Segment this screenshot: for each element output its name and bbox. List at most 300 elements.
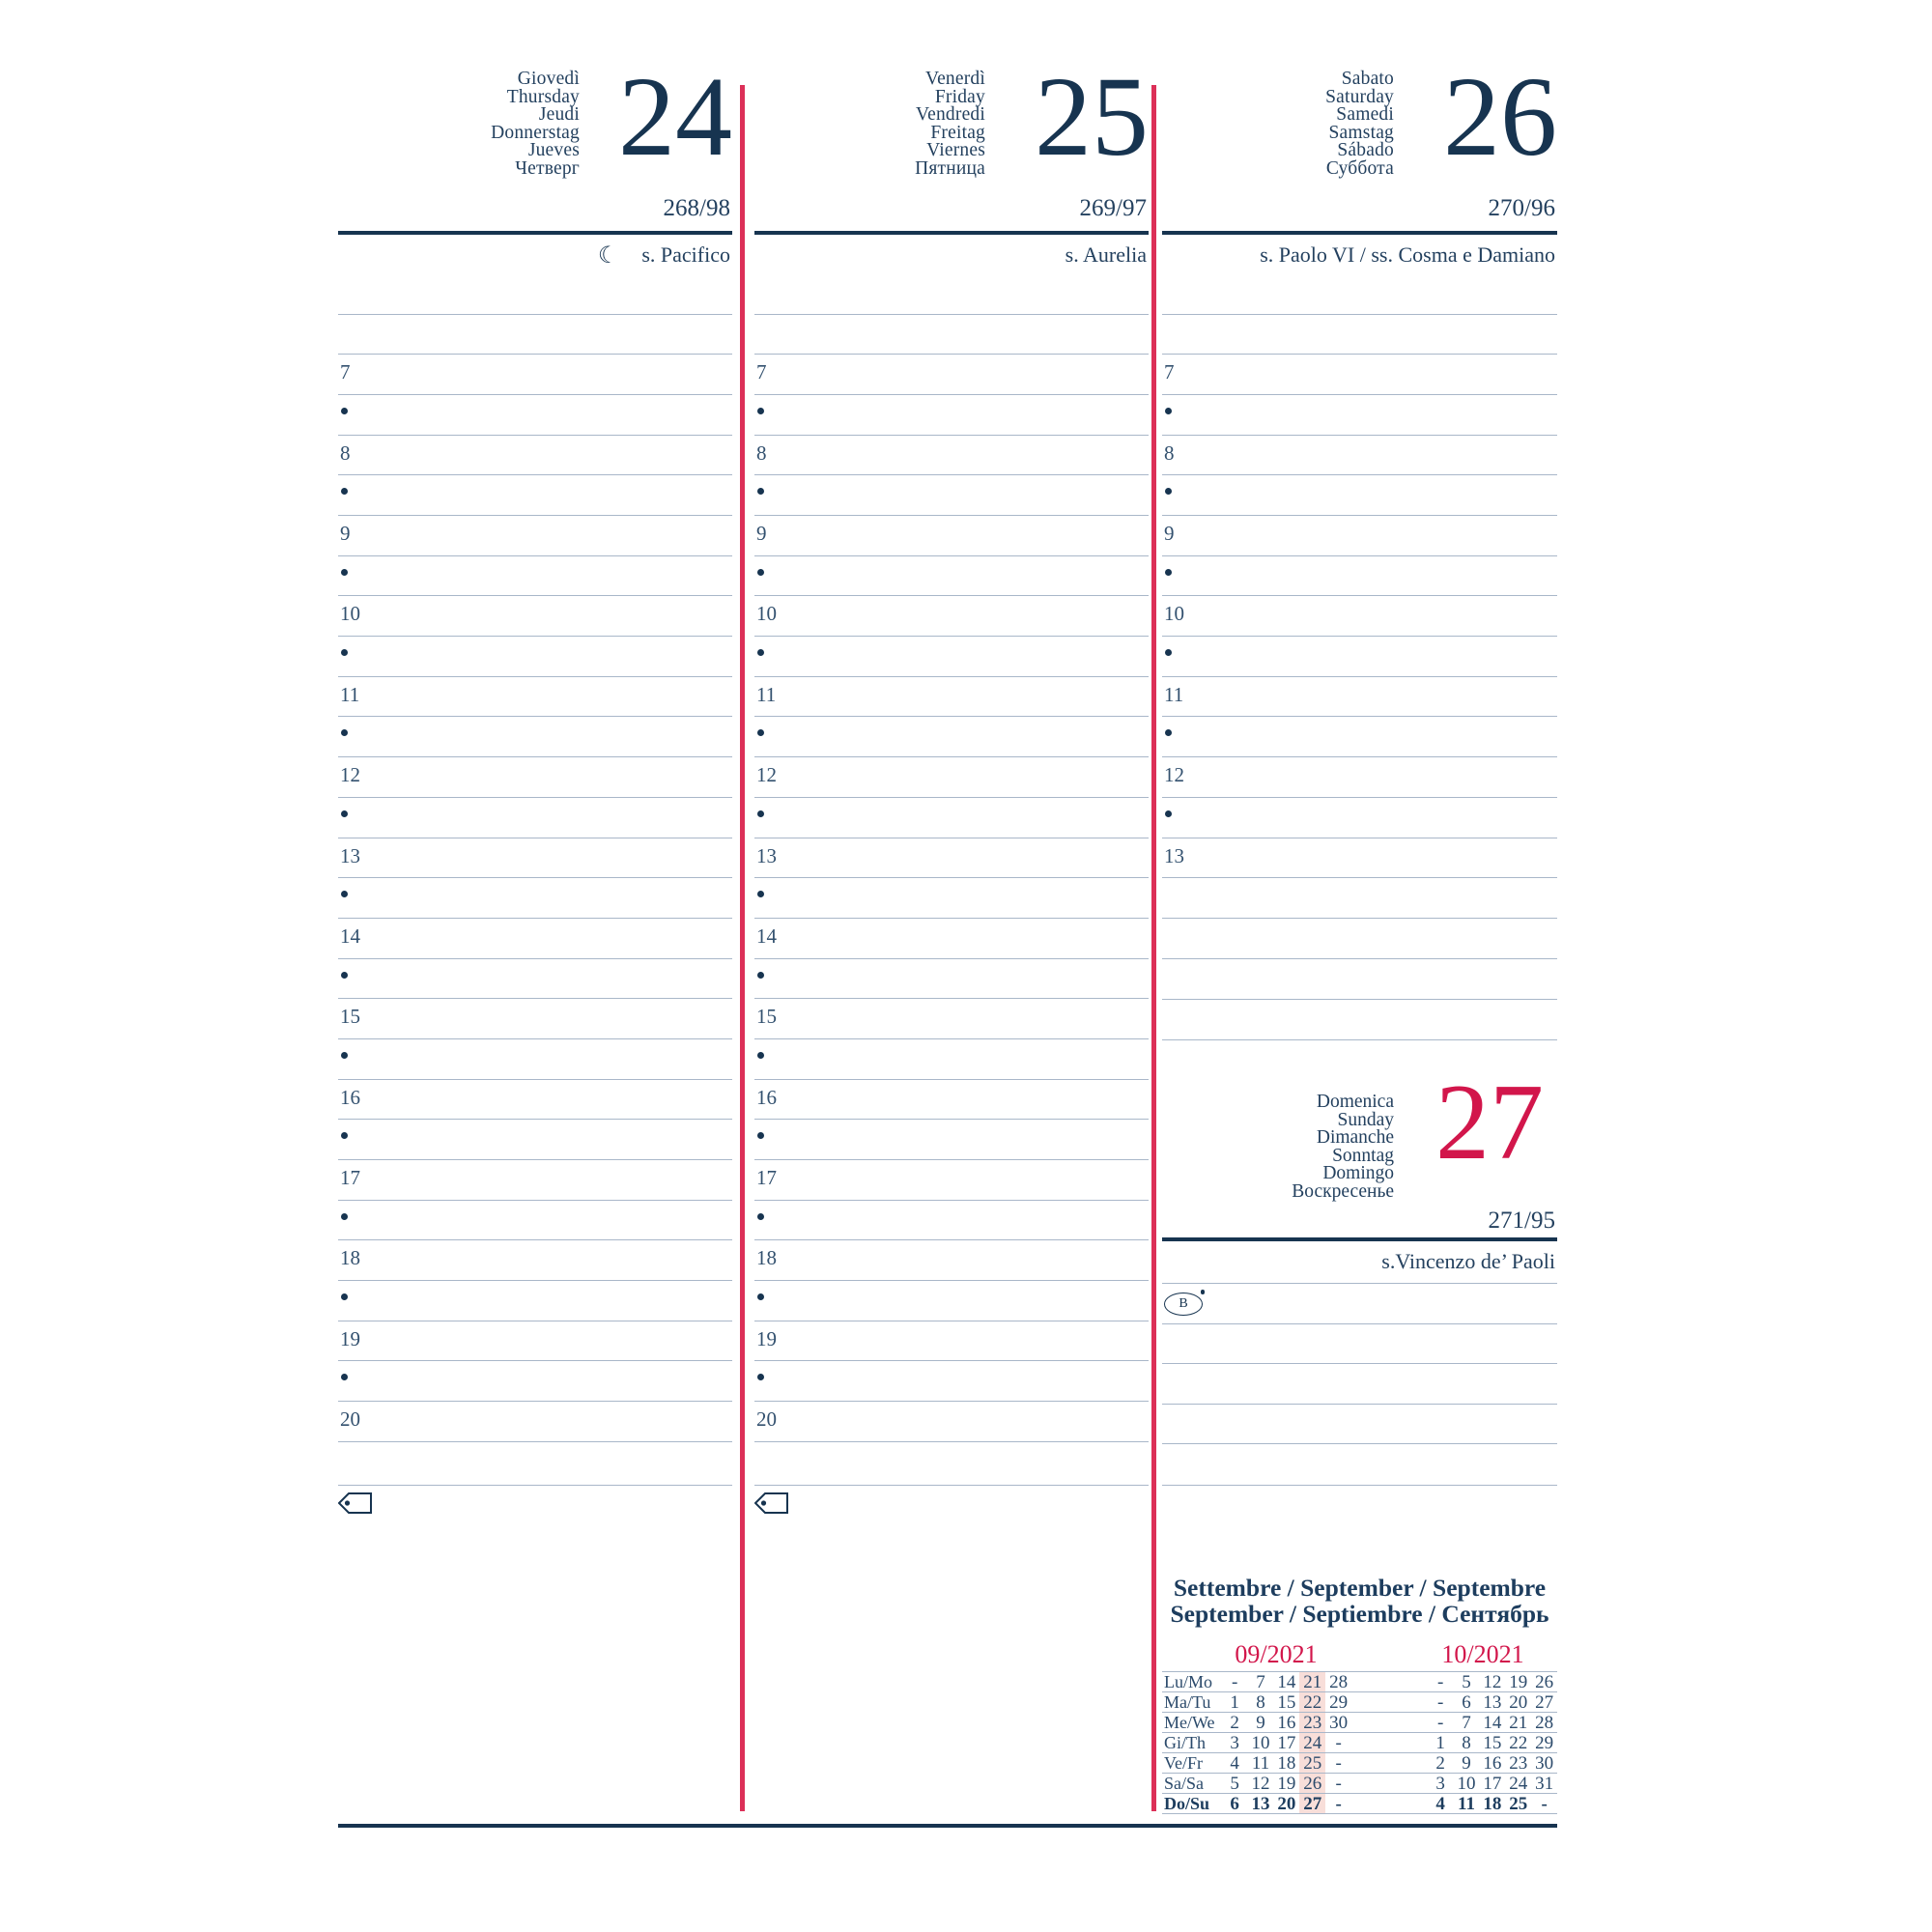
hour-row bbox=[754, 757, 1149, 798]
calendar-day-cell: 6 bbox=[1230, 1793, 1239, 1814]
hour-label: 7 bbox=[340, 360, 351, 384]
calendar-day-cell: 8 bbox=[1462, 1732, 1471, 1753]
calendar-day-cell: 27 bbox=[1535, 1691, 1554, 1713]
bullet-row bbox=[338, 959, 732, 1000]
hour-row bbox=[338, 596, 732, 637]
calendar-day-cell: 20 bbox=[1509, 1691, 1528, 1713]
calendar-day-cell: 21 bbox=[1299, 1672, 1325, 1691]
hour-row bbox=[754, 1402, 1149, 1442]
tag-icon bbox=[338, 1492, 373, 1515]
day-names bbox=[754, 71, 985, 179]
hour-row bbox=[1162, 596, 1557, 637]
hour-row bbox=[754, 1160, 1149, 1201]
calendar-day-cell: 1 bbox=[1230, 1691, 1239, 1713]
bullet-row bbox=[1162, 556, 1557, 597]
calendar-month-headers bbox=[1162, 1640, 1557, 1667]
calendar-title bbox=[1162, 1575, 1557, 1627]
day-name: Sabato bbox=[1341, 69, 1394, 89]
last-quarter-moon-icon: ☾ bbox=[597, 242, 619, 269]
badge-dot-icon bbox=[1201, 1290, 1206, 1294]
calendar-day-cell: 11 bbox=[1251, 1752, 1270, 1774]
bullet-dot bbox=[757, 1293, 764, 1300]
bullet-dot bbox=[1165, 488, 1172, 495]
hour-row bbox=[338, 516, 732, 556]
hour-row bbox=[1162, 838, 1557, 879]
calendar-day-cell: 4 bbox=[1435, 1793, 1445, 1814]
day-of-year: 270/96 bbox=[1488, 195, 1555, 221]
day-name: Giovedì bbox=[517, 69, 580, 89]
header-rule bbox=[754, 231, 1149, 235]
hour-label: 12 bbox=[756, 763, 777, 787]
day-name: Saturday bbox=[1325, 86, 1394, 107]
bullet-row bbox=[1162, 637, 1557, 677]
day-name: Thursday bbox=[506, 86, 580, 107]
hour-row bbox=[754, 436, 1149, 476]
day-number: 25 bbox=[1035, 53, 1149, 180]
saint-name: s. Aurelia bbox=[1065, 242, 1147, 267]
hour-row bbox=[338, 919, 732, 959]
bullet-dot bbox=[341, 972, 348, 979]
bullet-dot bbox=[341, 488, 348, 495]
calendar-day-cell: 15 bbox=[1483, 1732, 1502, 1753]
calendar-day-cell: 30 bbox=[1329, 1712, 1349, 1733]
calendar-day-cell: 22 bbox=[1509, 1732, 1528, 1753]
calendar-day-cell: 26 bbox=[1535, 1671, 1554, 1692]
sunday-day-of-year: 271/95 bbox=[1488, 1208, 1555, 1234]
calendar-month-2: 10/2021 bbox=[1441, 1640, 1524, 1668]
calendar-title-line: Settembre / September / Septembre bbox=[1173, 1574, 1547, 1602]
bullet-row bbox=[338, 1201, 732, 1241]
calendar-day-cell: 2 bbox=[1435, 1752, 1445, 1774]
saint-row bbox=[754, 240, 1147, 270]
bullet-dot bbox=[341, 810, 348, 817]
day-number: 24 bbox=[618, 53, 732, 180]
calendar-month-1: 09/2021 bbox=[1235, 1640, 1318, 1668]
calendar-day-cell: 4 bbox=[1230, 1752, 1239, 1774]
calendar-day-cell: - bbox=[1335, 1773, 1342, 1794]
bullet-row bbox=[754, 1361, 1149, 1402]
sunday-writing-row bbox=[1162, 1324, 1557, 1364]
calendar-day-cell: 28 bbox=[1329, 1671, 1349, 1692]
blank-row bbox=[1162, 878, 1557, 919]
hour-label: 11 bbox=[1164, 682, 1184, 706]
hour-label: 7 bbox=[1164, 360, 1175, 384]
bullet-dot bbox=[341, 408, 348, 414]
hour-row bbox=[754, 1321, 1149, 1362]
calendar-day-cell: 18 bbox=[1483, 1793, 1502, 1814]
hour-row bbox=[754, 1080, 1149, 1121]
day-name: Samedi bbox=[1336, 104, 1394, 126]
hour-row bbox=[754, 838, 1149, 879]
calendar-day-cell: 16 bbox=[1483, 1752, 1502, 1774]
calendar-day-cell: 3 bbox=[1230, 1732, 1239, 1753]
day-name: Vendredi bbox=[916, 104, 985, 126]
calendar-day-cell: 12 bbox=[1251, 1773, 1270, 1794]
bullet-dot bbox=[757, 972, 764, 979]
hour-row bbox=[338, 1080, 732, 1121]
calendar-day-cell: 22 bbox=[1299, 1692, 1325, 1712]
day-name: Jeudi bbox=[538, 104, 580, 126]
blank-row bbox=[1162, 315, 1557, 355]
calendar-day-cell: 1 bbox=[1435, 1732, 1445, 1753]
bullet-dot bbox=[757, 408, 764, 414]
hour-label: 20 bbox=[340, 1407, 360, 1432]
hour-grid bbox=[754, 314, 1149, 1486]
day-of-year: 268/98 bbox=[663, 195, 730, 221]
bullet-row bbox=[338, 878, 732, 919]
calendar-day-cell: - bbox=[1541, 1793, 1548, 1814]
calendar-weekday-label: Me/We bbox=[1164, 1712, 1215, 1732]
hour-row bbox=[338, 999, 732, 1039]
hour-row bbox=[338, 838, 732, 879]
calendar-day-cell: 30 bbox=[1535, 1752, 1554, 1774]
bullet-row bbox=[754, 637, 1149, 677]
hour-label: 14 bbox=[340, 923, 360, 948]
hour-row bbox=[338, 1160, 732, 1201]
bullet-row bbox=[754, 556, 1149, 597]
calendar-day-cell: 17 bbox=[1483, 1773, 1502, 1794]
b-oval-icon bbox=[1164, 1293, 1203, 1316]
calendar-day-cell: 7 bbox=[1462, 1712, 1471, 1733]
calendar-weekday-label: Lu/Mo bbox=[1164, 1671, 1213, 1691]
calendar-day-cell: 10 bbox=[1251, 1732, 1270, 1753]
hour-row bbox=[1162, 757, 1557, 798]
hour-label: 18 bbox=[340, 1246, 360, 1270]
sunday-writing-row bbox=[1162, 1364, 1557, 1405]
bullet-dot bbox=[757, 810, 764, 817]
calendar-row bbox=[1162, 1794, 1557, 1814]
calendar-weekday-label: Ma/Tu bbox=[1164, 1691, 1211, 1712]
bullet-dot bbox=[341, 891, 348, 897]
bullet-row bbox=[338, 798, 732, 838]
calendar-day-cell: 16 bbox=[1277, 1712, 1296, 1733]
bullet-dot bbox=[757, 488, 764, 495]
bullet-dot bbox=[757, 569, 764, 576]
calendar-day-cell: 20 bbox=[1277, 1793, 1296, 1814]
bullet-dot bbox=[757, 891, 764, 897]
calendar-day-cell: 24 bbox=[1509, 1773, 1528, 1794]
hour-label: 11 bbox=[340, 682, 360, 706]
hour-label: 16 bbox=[756, 1085, 777, 1109]
bullet-dot bbox=[757, 1374, 764, 1380]
hour-row bbox=[338, 1240, 732, 1281]
hour-label: 17 bbox=[756, 1166, 777, 1190]
bullet-dot bbox=[757, 1213, 764, 1220]
bullet-row bbox=[754, 1039, 1149, 1080]
bullet-dot bbox=[757, 729, 764, 736]
calendar-day-cell: 17 bbox=[1277, 1732, 1296, 1753]
day-column-24 bbox=[338, 53, 732, 1889]
calendar-day-cell: 5 bbox=[1462, 1671, 1471, 1692]
hour-row bbox=[754, 677, 1149, 718]
blank-row bbox=[754, 1442, 1149, 1486]
calendar-day-cell: - bbox=[1436, 1712, 1444, 1733]
hour-row bbox=[1162, 516, 1557, 556]
bullet-dot bbox=[341, 1052, 348, 1059]
badge-letter: B bbox=[1179, 1296, 1188, 1311]
sunday-day-number: 27 bbox=[1435, 1063, 1544, 1182]
calendar-day-cell: 14 bbox=[1277, 1671, 1296, 1692]
bullet-row bbox=[1162, 798, 1557, 838]
bullet-dot bbox=[1165, 729, 1172, 736]
hour-row bbox=[338, 355, 732, 395]
calendar-weekday-label: Sa/Sa bbox=[1164, 1773, 1205, 1793]
hour-row bbox=[754, 1240, 1149, 1281]
hour-row bbox=[1162, 677, 1557, 718]
day-name: Friday bbox=[934, 86, 985, 107]
day-name: Donnerstag bbox=[491, 122, 580, 143]
calendar-day-cell: 15 bbox=[1277, 1691, 1296, 1713]
bullet-row bbox=[754, 1120, 1149, 1160]
bullet-row bbox=[338, 1361, 732, 1402]
day-names bbox=[338, 71, 580, 179]
calendar-day-cell: 19 bbox=[1277, 1773, 1296, 1794]
calendar-day-cell: 13 bbox=[1251, 1793, 1270, 1814]
day-column-26 bbox=[1162, 53, 1557, 1889]
bullet-row bbox=[338, 1281, 732, 1321]
calendar-day-cell: 29 bbox=[1535, 1732, 1554, 1753]
calendar-day-cell: 29 bbox=[1329, 1691, 1349, 1713]
calendar-day-cell: 8 bbox=[1256, 1691, 1265, 1713]
hour-label: 20 bbox=[756, 1407, 777, 1432]
saint-name: s. Pacifico bbox=[641, 242, 730, 267]
calendar-day-cell: - bbox=[1335, 1793, 1342, 1814]
bullet-dot bbox=[1165, 569, 1172, 576]
hour-label: 11 bbox=[756, 682, 777, 706]
hour-label: 13 bbox=[1164, 843, 1184, 867]
calendar-day-cell: 7 bbox=[1256, 1671, 1265, 1692]
calendar-day-cell: 12 bbox=[1483, 1671, 1502, 1692]
hour-label: 9 bbox=[756, 522, 767, 546]
day-names bbox=[1162, 71, 1394, 179]
calendar-day-cell: 14 bbox=[1483, 1712, 1502, 1733]
hour-label: 8 bbox=[756, 440, 767, 465]
bullet-row bbox=[1162, 717, 1557, 757]
calendar-day-cell: - bbox=[1335, 1752, 1342, 1774]
day-name: Четверг bbox=[515, 157, 580, 179]
bullet-dot bbox=[341, 649, 348, 656]
calendar-day-cell: 9 bbox=[1462, 1752, 1471, 1774]
hour-label: 8 bbox=[1164, 440, 1175, 465]
calendar-day-cell: 9 bbox=[1256, 1712, 1265, 1733]
hour-row bbox=[754, 355, 1149, 395]
bullet-row bbox=[338, 637, 732, 677]
calendar-day-cell: 27 bbox=[1299, 1794, 1325, 1813]
calendar-table bbox=[1162, 1671, 1557, 1814]
day-of-year: 269/97 bbox=[1079, 195, 1147, 221]
bullet-row bbox=[338, 475, 732, 516]
day-name: Domenica bbox=[1316, 1092, 1394, 1112]
day-name: Пятница bbox=[915, 157, 985, 179]
header-rule bbox=[338, 231, 732, 235]
tag-icon bbox=[754, 1492, 789, 1515]
day-name: Domingo bbox=[1322, 1163, 1394, 1184]
hour-row bbox=[338, 1321, 732, 1362]
calendar-day-cell: 13 bbox=[1483, 1691, 1502, 1713]
sunday-writing-row bbox=[1162, 1444, 1557, 1486]
calendar-day-cell: 28 bbox=[1535, 1712, 1554, 1733]
bullet-row bbox=[754, 475, 1149, 516]
calendar-day-cell: 2 bbox=[1230, 1712, 1239, 1733]
hour-row bbox=[754, 999, 1149, 1039]
day-name: Dimanche bbox=[1316, 1127, 1394, 1149]
hour-row bbox=[1162, 436, 1557, 476]
day-name: Samstag bbox=[1328, 122, 1394, 143]
calendar-row bbox=[1162, 1692, 1557, 1713]
hour-row bbox=[338, 757, 732, 798]
bullet-row bbox=[338, 1039, 732, 1080]
day-name: Суббота bbox=[1325, 157, 1394, 179]
bullet-dot bbox=[341, 569, 348, 576]
calendar-row bbox=[1162, 1774, 1557, 1794]
bullet-dot bbox=[341, 1293, 348, 1300]
hour-label: 15 bbox=[756, 1005, 777, 1029]
sunday-saint-row bbox=[1162, 1246, 1555, 1277]
bullet-dot bbox=[341, 1132, 348, 1139]
blank-row bbox=[1162, 1000, 1557, 1040]
hour-label: 12 bbox=[340, 763, 360, 787]
bullet-row bbox=[338, 556, 732, 597]
hour-label: 10 bbox=[756, 602, 777, 626]
hour-label: 19 bbox=[340, 1326, 360, 1350]
bullet-dot bbox=[757, 1052, 764, 1059]
day-name: Sábado bbox=[1337, 140, 1394, 161]
bullet-row bbox=[754, 717, 1149, 757]
calendar-day-cell: 11 bbox=[1458, 1793, 1475, 1814]
hour-label: 14 bbox=[756, 923, 777, 948]
calendar-weekday-label: Ve/Fr bbox=[1164, 1752, 1203, 1773]
calendar-day-cell: 6 bbox=[1462, 1691, 1471, 1713]
red-divider-line bbox=[1151, 85, 1156, 1811]
day-column-25 bbox=[754, 53, 1149, 1889]
hour-label: 15 bbox=[340, 1005, 360, 1029]
day-name: Воскресенье bbox=[1292, 1180, 1394, 1202]
bullet-dot bbox=[757, 649, 764, 656]
blank-row bbox=[338, 1442, 732, 1486]
calendar-day-cell: - bbox=[1436, 1671, 1444, 1692]
sunday-writing-row bbox=[1162, 1284, 1557, 1324]
bullet-row bbox=[1162, 475, 1557, 516]
hour-label: 16 bbox=[340, 1085, 360, 1109]
calendar-weekday-label: Do/Su bbox=[1164, 1793, 1210, 1813]
bullet-row bbox=[754, 395, 1149, 436]
calendar-day-cell: - bbox=[1436, 1691, 1444, 1713]
calendar-row bbox=[1162, 1713, 1557, 1733]
calendar-weekday-label: Gi/Th bbox=[1164, 1732, 1206, 1752]
day-name: Viernes bbox=[926, 140, 985, 161]
hour-label: 12 bbox=[1164, 763, 1184, 787]
bullet-dot bbox=[341, 729, 348, 736]
hour-row bbox=[338, 677, 732, 718]
bullet-row bbox=[754, 1281, 1149, 1321]
day-name: Sonntag bbox=[1332, 1145, 1394, 1166]
page-bottom-rule bbox=[338, 1824, 1557, 1828]
calendar-row bbox=[1162, 1733, 1557, 1753]
saint-row bbox=[338, 240, 730, 270]
hour-label: 10 bbox=[1164, 602, 1184, 626]
calendar-day-cell: - bbox=[1335, 1732, 1342, 1753]
bullet-dot bbox=[341, 1213, 348, 1220]
calendar-day-cell: 3 bbox=[1435, 1773, 1445, 1794]
day-name: Jueves bbox=[527, 140, 580, 161]
calendar-day-cell: 24 bbox=[1299, 1733, 1325, 1752]
sunday-day-names bbox=[1162, 1094, 1394, 1202]
sunday-writing-row bbox=[1162, 1405, 1557, 1444]
hour-label: 8 bbox=[340, 440, 351, 465]
hour-label: 13 bbox=[756, 843, 777, 867]
bullet-dot bbox=[1165, 649, 1172, 656]
calendar-row bbox=[1162, 1753, 1557, 1774]
blank-row bbox=[754, 315, 1149, 355]
calendar-day-cell: 18 bbox=[1277, 1752, 1296, 1774]
calendar-day-cell: 23 bbox=[1299, 1713, 1325, 1732]
sunday-grid bbox=[1162, 1283, 1557, 1486]
header-rule bbox=[1162, 231, 1557, 235]
calendar-day-cell: 21 bbox=[1509, 1712, 1528, 1733]
bullet-row bbox=[754, 1201, 1149, 1241]
blank-row bbox=[1162, 959, 1557, 1000]
bullet-dot bbox=[341, 1374, 348, 1380]
hour-row bbox=[338, 436, 732, 476]
blank-row bbox=[1162, 919, 1557, 959]
calendar-row bbox=[1162, 1672, 1557, 1692]
hour-label: 18 bbox=[756, 1246, 777, 1270]
calendar-day-cell: 26 bbox=[1299, 1774, 1325, 1793]
calendar-day-cell: 5 bbox=[1230, 1773, 1239, 1794]
bullet-row bbox=[754, 798, 1149, 838]
blank-row bbox=[338, 315, 732, 355]
calendar-title-line: September / Septiembre / Сентябрь bbox=[1170, 1600, 1549, 1628]
red-divider-line bbox=[740, 85, 745, 1811]
calendar-day-cell: 23 bbox=[1509, 1752, 1528, 1774]
hour-label: 17 bbox=[340, 1166, 360, 1190]
calendar-day-cell: 31 bbox=[1535, 1773, 1554, 1794]
hour-label: 9 bbox=[1164, 522, 1175, 546]
day-number: 26 bbox=[1443, 53, 1557, 180]
bullet-row bbox=[1162, 395, 1557, 436]
saint-name: s. Paolo VI / ss. Cosma e Damiano bbox=[1260, 242, 1555, 267]
day-name: Sunday bbox=[1337, 1109, 1394, 1130]
bullet-row bbox=[754, 878, 1149, 919]
day-name: Freitag bbox=[930, 122, 985, 143]
hour-label: 19 bbox=[756, 1326, 777, 1350]
sunday-header-rule bbox=[1162, 1237, 1557, 1241]
hour-label: 9 bbox=[340, 522, 351, 546]
day-name: Venerdì bbox=[924, 69, 985, 89]
calendar-day-cell: - bbox=[1231, 1671, 1238, 1692]
hour-row bbox=[754, 919, 1149, 959]
hour-row bbox=[1162, 355, 1557, 395]
bullet-row bbox=[338, 717, 732, 757]
bullet-row bbox=[754, 959, 1149, 1000]
bullet-row bbox=[338, 395, 732, 436]
hour-label: 10 bbox=[340, 602, 360, 626]
bullet-dot bbox=[1165, 810, 1172, 817]
saint-row bbox=[1162, 240, 1555, 270]
bullet-row bbox=[338, 1120, 732, 1160]
hour-label: 13 bbox=[340, 843, 360, 867]
hour-grid bbox=[1162, 314, 1557, 1040]
calendar-day-cell: 19 bbox=[1509, 1671, 1528, 1692]
bullet-dot bbox=[757, 1132, 764, 1139]
calendar-day-cell: 25 bbox=[1299, 1753, 1325, 1773]
hour-row bbox=[754, 516, 1149, 556]
bullet-dot bbox=[1165, 408, 1172, 414]
calendar-day-cell: 25 bbox=[1509, 1793, 1528, 1814]
hour-grid bbox=[338, 314, 732, 1486]
calendar-day-cell: 10 bbox=[1457, 1773, 1476, 1794]
saint-name: s.Vincenzo de’ Paoli bbox=[1381, 1249, 1555, 1273]
